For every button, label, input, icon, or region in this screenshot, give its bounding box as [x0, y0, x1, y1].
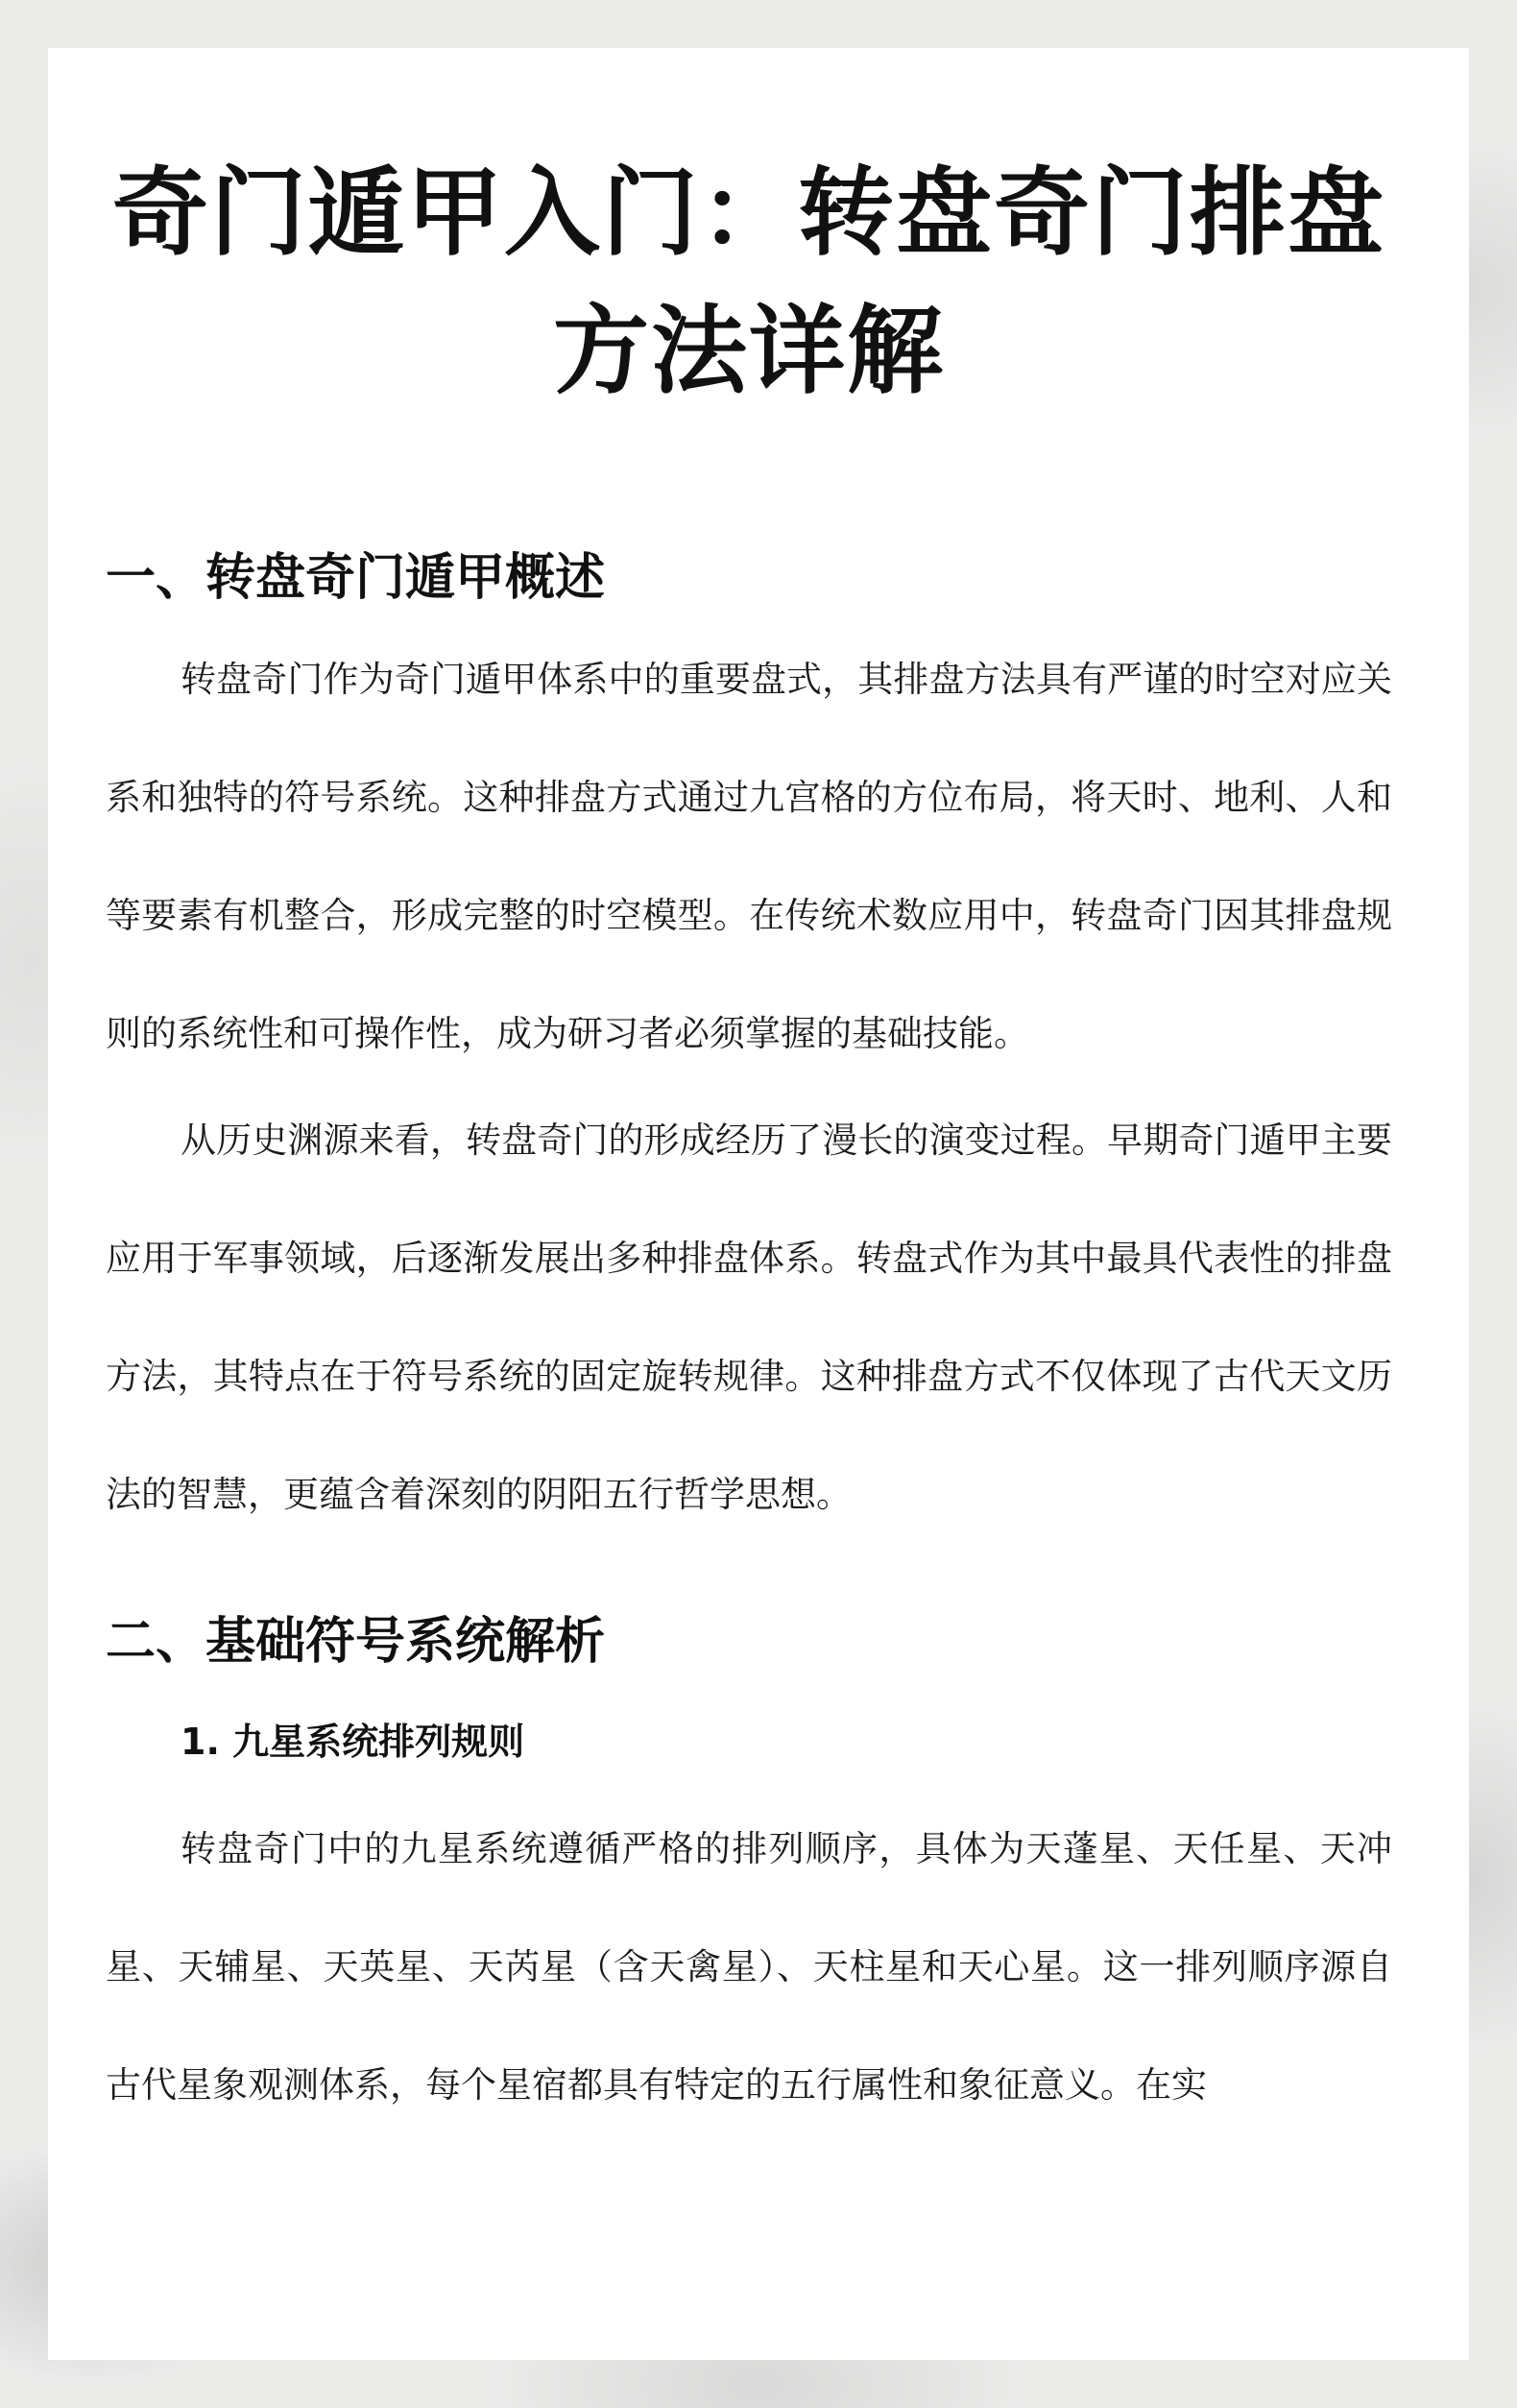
document-title: 奇门遁甲入门：转盘奇门排盘方法详解 — [112, 157, 1385, 407]
article-card — [48, 48, 1469, 2360]
paragraph: 转盘奇门作为奇门遁甲体系中的重要盘式，其排盘方法具有严谨的时空对应关系和独特的符号系统。这种排盘方式通过九宫格的方位布局，将天时、地利、人和等要素有机整合，形成完整的时空模型。在传统术数应用中，转盘奇门因其排盘规则的系统性和可操作性，成为研习者必须掌握的基础技能。 — [106, 659, 1392, 1054]
paragraph: 转盘奇门中的九星系统遵循严格的排列顺序，具体为天蓬星、天任星、天冲星、天辅星、天英星、天芮星（含天禽星）、天柱星和天心星。这一排列顺序源自古代星象观测体系，每个星宿都具有特定的五行属性和象征意义。在实 — [106, 1828, 1392, 2106]
subsection-heading-nine-stars: 1. 九星系统排列规则 — [181, 1721, 525, 1763]
section-heading-overview: 一、转盘奇门遁甲概述 — [106, 549, 606, 607]
section-heading-symbols: 二、基础符号系统解析 — [106, 1613, 606, 1671]
paragraph: 从历史渊源来看，转盘奇门的形成经历了漫长的演变过程。早期奇门遁甲主要应用于军事领域，后逐渐发展出多种排盘体系。转盘式作为其中最具代表性的排盘方法，其特点在于符号系统的固定旋转规律。这种排盘方式不仅体现了古代天文历法的智慧，更蕴含着深刻的阴阳五行哲学思想。 — [106, 1120, 1392, 1515]
